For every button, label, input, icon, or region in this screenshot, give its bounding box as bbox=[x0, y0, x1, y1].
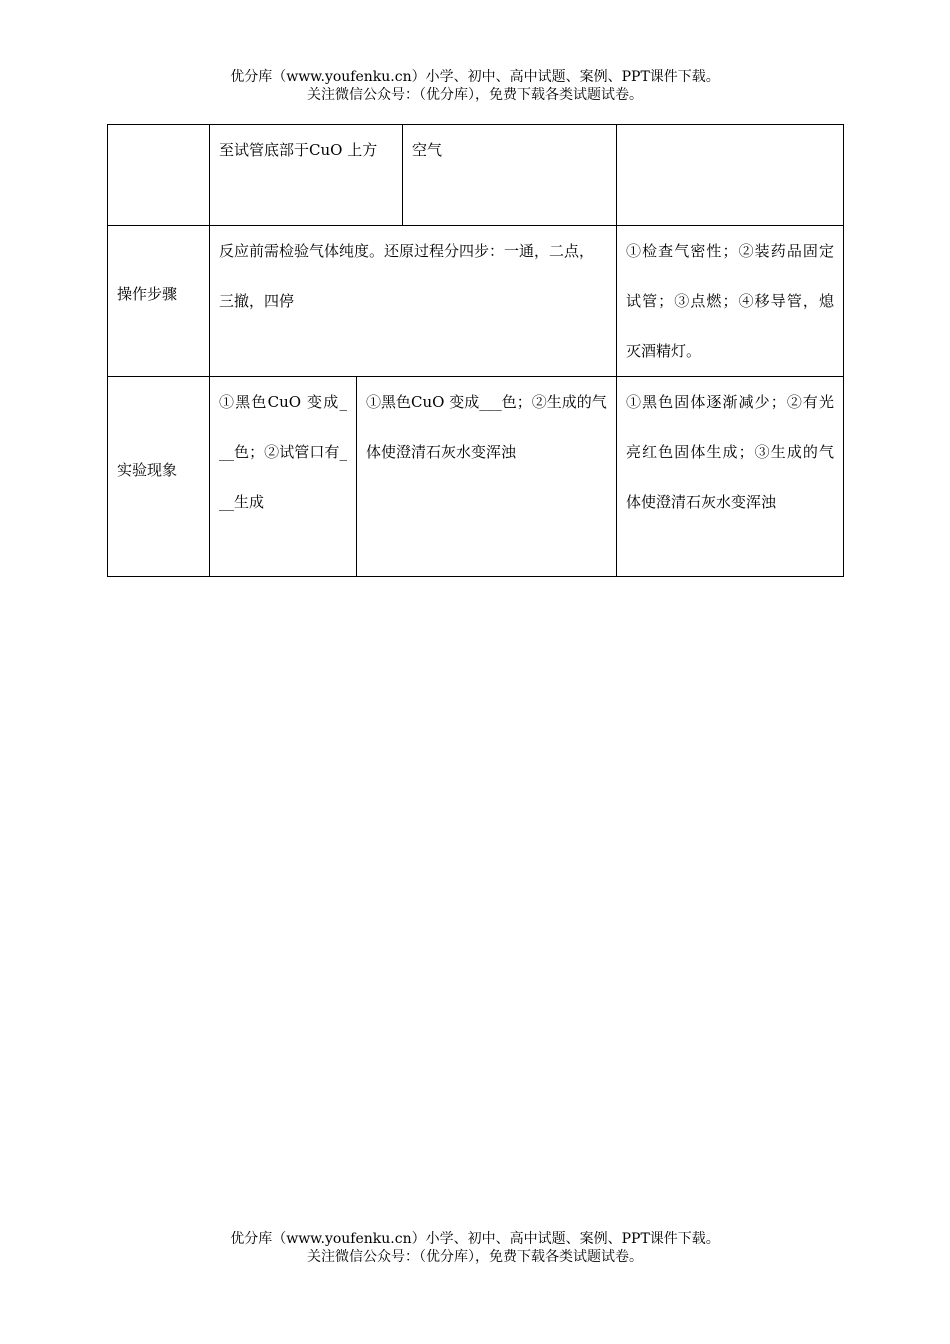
table-row bbox=[108, 125, 844, 226]
row-label-operation-steps: 操作步骤 bbox=[108, 226, 210, 377]
header-line-2: 关注微信公众号：（优分库），免费下载各类试题试卷。 bbox=[307, 87, 643, 103]
row-label-phenomena: 实验现象 bbox=[108, 377, 210, 577]
experiment-table bbox=[107, 124, 844, 577]
cell-empty bbox=[617, 125, 844, 226]
cell-phenomena-h2: ①黑色CuO 变成___色；②试管口有___生成 bbox=[210, 377, 357, 577]
cell-operation-steps-carbon: ①检查气密性；②装药品固定试管；③点燃；④移导管，熄灭酒精灯。 bbox=[617, 226, 844, 377]
footer-line-1: 优分库（www.youfenku.cn）小学、初中、高中试题、案例、PPT课件下载。 bbox=[230, 1231, 720, 1247]
cell-continued-method: 至试管底部于CuO 上方 bbox=[210, 125, 403, 226]
cell-phenomena-carbon: ①黑色固体逐渐减少；②有光亮红色固体生成；③生成的气体使澄清石灰水变浑浊 bbox=[617, 377, 844, 577]
cell-continued-atmosphere: 空气 bbox=[403, 125, 617, 226]
page-footer bbox=[0, 1230, 950, 1266]
footer-line-2: 关注微信公众号：（优分库），免费下载各类试题试卷。 bbox=[307, 1249, 643, 1265]
row-label-cell bbox=[108, 125, 210, 226]
cell-phenomena-co: ①黑色CuO 变成___色；②生成的气体使澄清石灰水变浑浊 bbox=[357, 377, 617, 577]
cell-operation-steps-h2-co: 反应前需检验气体纯度。还原过程分四步：一通，二点，三撤，四停 bbox=[210, 226, 617, 377]
page-header bbox=[0, 68, 950, 104]
table-row bbox=[108, 226, 844, 377]
table-row bbox=[108, 377, 844, 577]
header-line-1: 优分库（www.youfenku.cn）小学、初中、高中试题、案例、PPT课件下载。 bbox=[230, 69, 720, 85]
